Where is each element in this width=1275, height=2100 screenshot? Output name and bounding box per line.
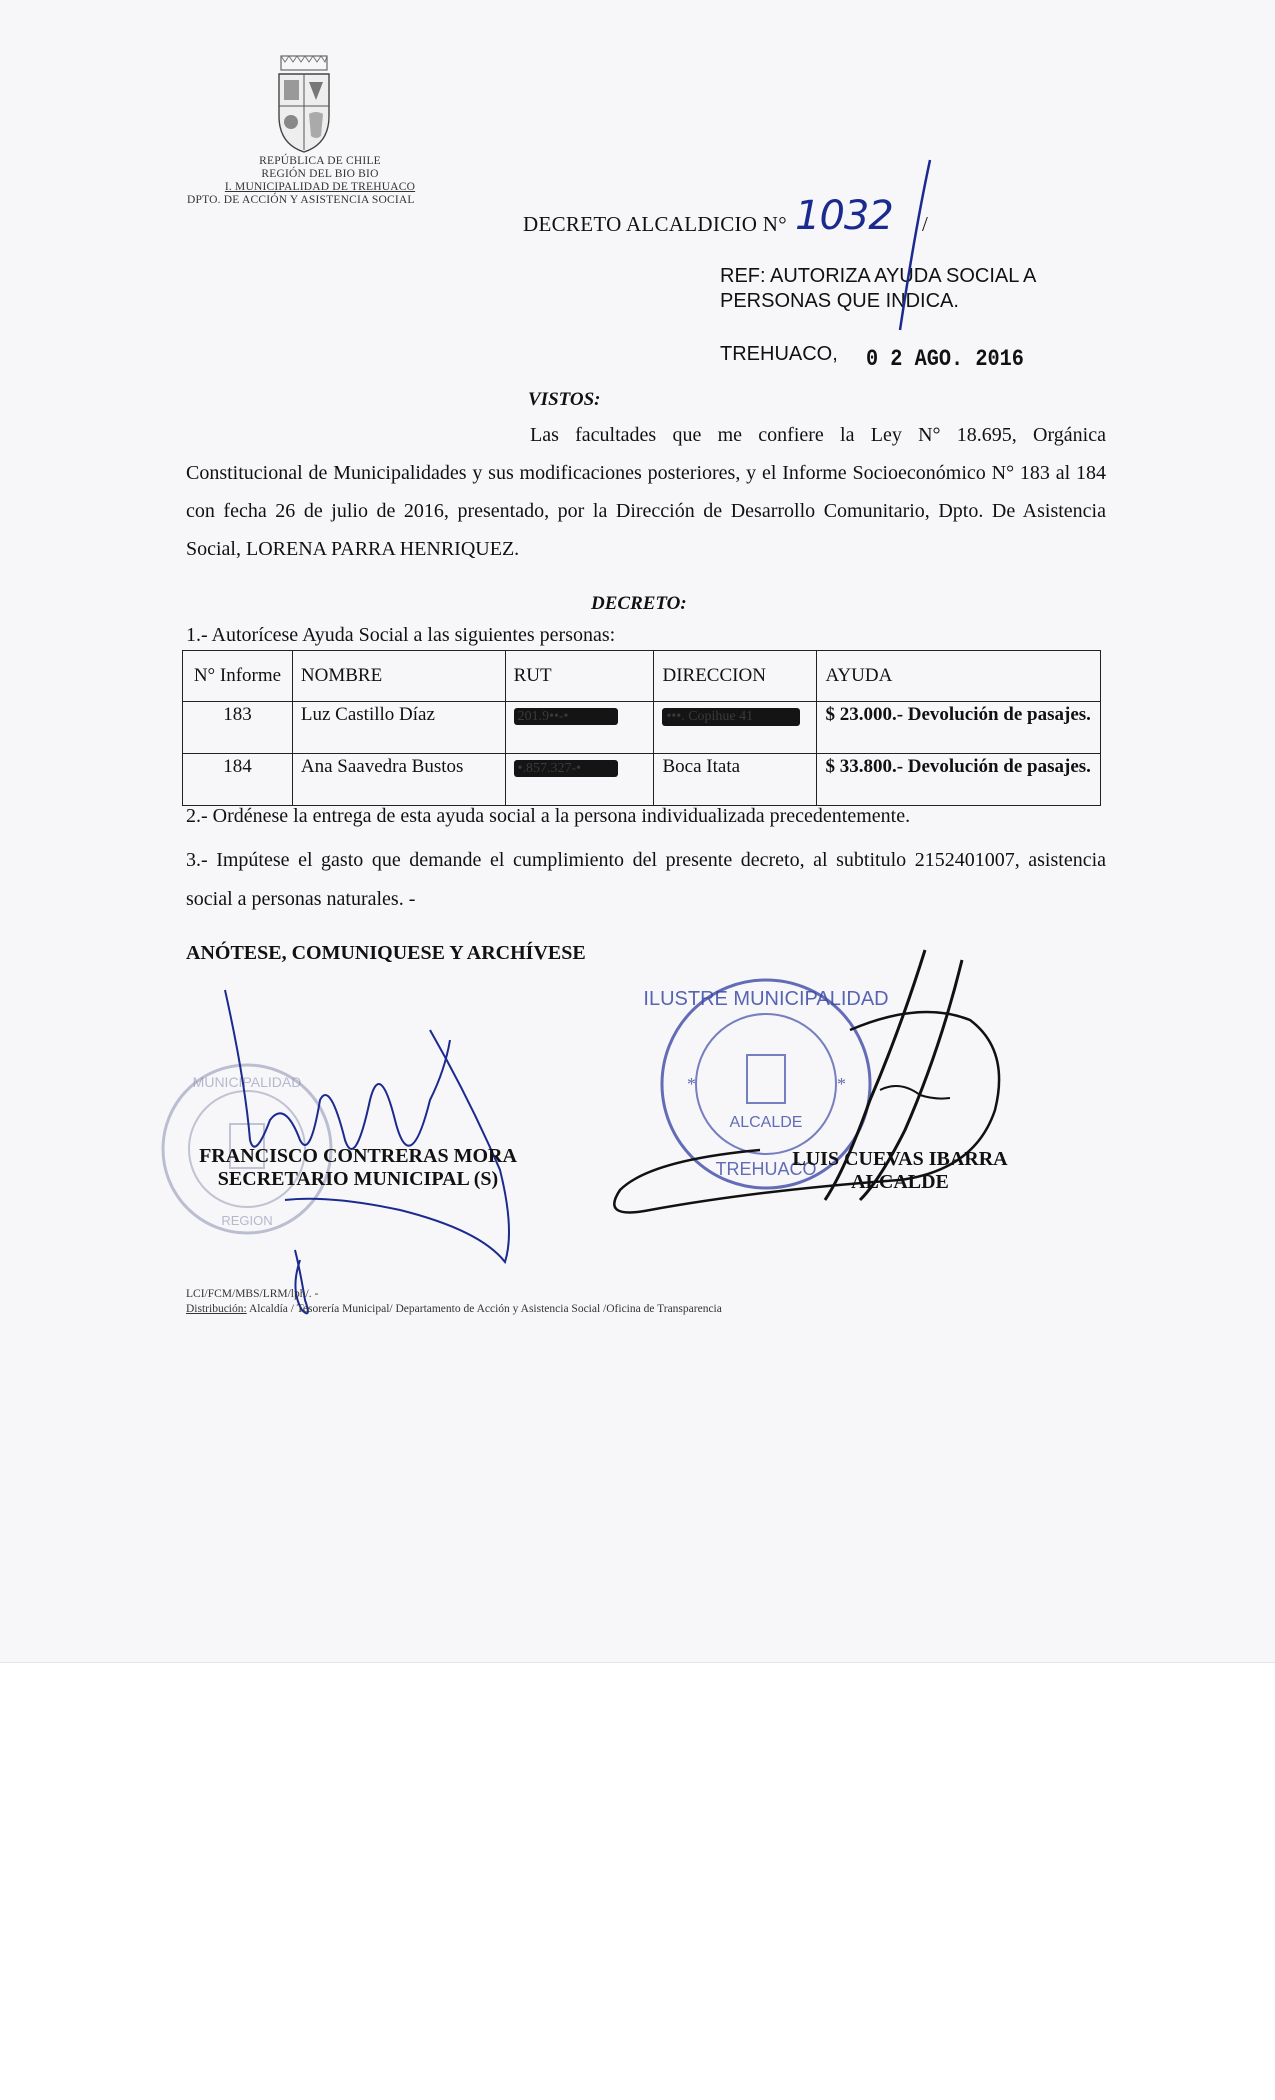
svg-text:*: *: [687, 1074, 696, 1094]
svg-text:ALCALDE: ALCALDE: [729, 1114, 803, 1131]
svg-text:MUNICIPALIDAD: MUNICIPALIDAD: [192, 1074, 302, 1090]
table-header-row: [183, 651, 1101, 702]
col-header-ayuda: AYUDA: [817, 651, 1101, 702]
distribution-initials: LCI/FCM/MBS/LRM/lph/. -: [186, 1288, 319, 1300]
vistos-heading: VISTOS:: [528, 389, 601, 410]
mayor-title: ALCALDE: [851, 1171, 949, 1193]
table-row: [183, 702, 1101, 754]
letterhead-municipality: I. MUNICIPALIDAD DE TREHUACO: [224, 181, 416, 193]
letterhead-country: REPÚBLICA DE CHILE: [259, 155, 381, 167]
distribution-list: Alcaldía / Tesorería Municipal/ Departamento de Acción y Asistencia Social /Oficina de Transparencia: [248, 1303, 722, 1315]
distribution-block: [186, 1287, 722, 1317]
distribution-label: Distribución:: [186, 1303, 247, 1315]
col-header-nombre: NOMBRE: [292, 651, 505, 702]
closing-formula: ANÓTESE, COMUNIQUESE Y ARCHÍVESE: [186, 942, 586, 964]
redacted-address: •••. Copihue 41: [662, 708, 800, 726]
distribution-line: [186, 1302, 722, 1317]
mayor-signature-block: [780, 1148, 1020, 1194]
letterhead: [187, 155, 440, 207]
decree-number-handwritten: 1032: [795, 193, 893, 239]
vistos-body: Las facultades que me confiere la Ley N° 18.695, Orgánica Constitucional de Municipalidades y sus modificaciones posteriores, y el Informe Socioeconómico N° 183 al 184 con fecha 26 de julio de 2016, presentado, por la Dirección de Desarrollo Comunitario, Dpto. De Asistencia Social, LORENA PARRA HENRIQUEZ.: [186, 424, 1106, 560]
svg-text:ILUSTRE MUNICIPALIDAD: ILUSTRE MUNICIPALIDAD: [643, 988, 889, 1010]
cell-ayuda: $ 23.000.- Devolución de pasajes.: [817, 702, 1101, 754]
redacted-rut: •.857.327-•: [514, 760, 618, 777]
cell-direccion: Boca Itata: [654, 754, 817, 806]
svg-text:*: *: [837, 1074, 846, 1094]
secretary-title: SECRETARIO MUNICIPAL (S): [217, 1168, 499, 1190]
redacted-rut: 201.9••-•: [514, 708, 618, 725]
cell-rut: [505, 754, 654, 806]
decreto-item-3: 3.- Impútese el gasto que demande el cumplimiento del presente decreto, al subtitulo 2152401007, asistencia social a personas naturales. -: [186, 849, 1106, 910]
aid-table: [182, 650, 1101, 806]
decreto-heading: DECRETO:: [591, 593, 687, 614]
cell-informe: 183: [183, 702, 293, 754]
secretary-signature-block: [188, 1145, 528, 1191]
svg-text:REGION: REGION: [221, 1213, 273, 1228]
decree-slash: /: [922, 212, 928, 236]
decree-title: DECRETO ALCALDICIO N°: [523, 212, 787, 236]
reference-block: [720, 264, 1036, 314]
col-header-informe: N° Informe: [183, 651, 293, 702]
cell-nombre: Ana Saavedra Bustos: [292, 754, 505, 806]
cell-ayuda: $ 33.800.- Devolución de pasajes.: [817, 754, 1101, 806]
svg-text:TREHUACO: TREHUACO: [715, 1159, 817, 1179]
letterhead-region: REGIÓN DEL BIO BIO: [261, 168, 379, 180]
mayor-name: LUIS CUEVAS IBARRA: [792, 1148, 1008, 1170]
decreto-item-2: 2.- Ordénese la entrega de esta ayuda social a la persona individualizada precedentemente.: [186, 805, 911, 827]
cell-direccion: [654, 702, 817, 754]
cell-rut: [505, 702, 654, 754]
letterhead-department: DPTO. DE ACCIÓN Y ASISTENCIA SOCIAL: [187, 194, 415, 206]
date-stamp: 0 2 AGO. 2016: [866, 346, 1024, 372]
reference-line-2: PERSONAS QUE INDICA.: [720, 290, 959, 312]
reference-line-1: REF: AUTORIZA AYUDA SOCIAL A: [720, 265, 1037, 287]
place-label: TREHUACO,: [720, 343, 838, 365]
decreto-item-1: 1.- Autorícese Ayuda Social a las siguientes personas:: [186, 624, 616, 646]
col-header-direccion: DIRECCION: [654, 651, 817, 702]
secretary-name: FRANCISCO CONTRERAS MORA: [199, 1145, 517, 1167]
col-header-rut: RUT: [505, 651, 654, 702]
cell-nombre: Luz Castillo Díaz: [292, 702, 505, 754]
municipal-crest-icon: [275, 56, 333, 154]
cell-informe: 184: [183, 754, 293, 806]
table-row: [183, 754, 1101, 806]
